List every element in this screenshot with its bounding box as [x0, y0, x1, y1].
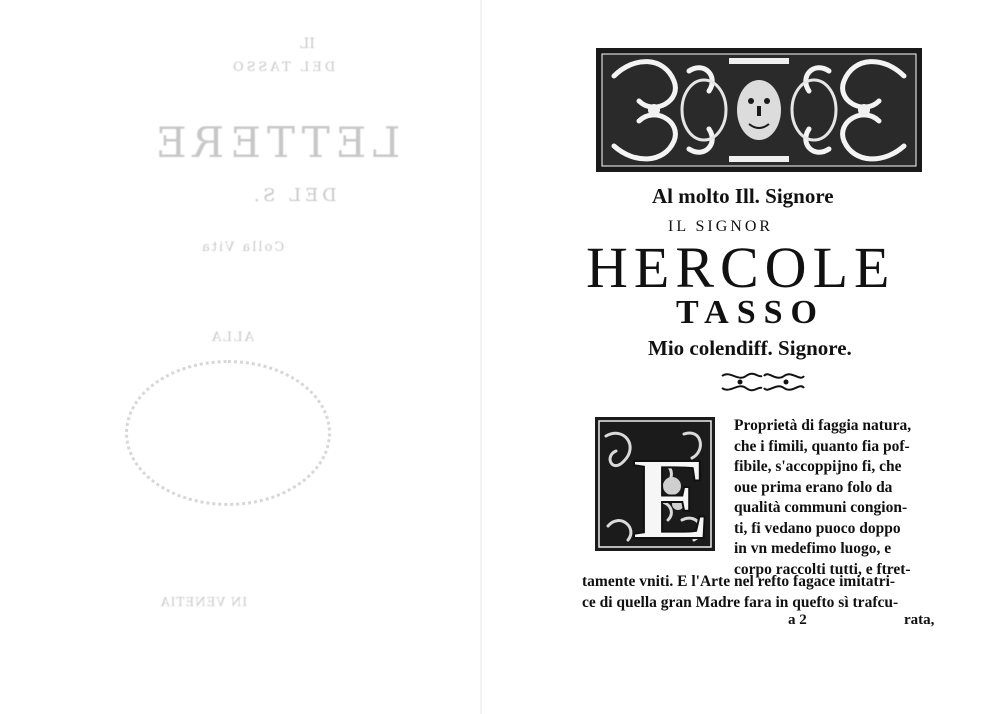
decorated-drop-cap — [594, 416, 716, 552]
text-line: ce di quella gran Madre fara in quefto sì trafcu- — [582, 593, 899, 611]
dedication-line-5: Mio colendiff. Signore. — [648, 336, 852, 360]
text-line: tamente vniti. E l'Arte nel refto fagace imitatri- — [582, 573, 896, 590]
drop-cap-frame-icon — [594, 416, 716, 552]
text-line: ti, fi vedano puoco doppo — [734, 519, 901, 537]
text-line: oue prima erano folo da — [734, 478, 893, 496]
page-gutter — [480, 0, 482, 714]
text-line: fibile, s'accoppijno fi, che — [734, 458, 902, 475]
text-line: in vn medefimo luogo, e — [734, 540, 892, 557]
dedication-name-first: HERCOLE — [586, 235, 896, 300]
text-line: Proprietà di faggia natura, — [734, 417, 912, 434]
left-page-show-through — [0, 0, 490, 714]
body-text-beside-initial — [734, 416, 964, 580]
ghost-text-line: Colla Vita — [200, 240, 285, 255]
fleuron-ornament — [718, 368, 808, 396]
drop-cap-letter: E — [632, 433, 711, 552]
ghost-text-line: DEL S. — [250, 185, 337, 206]
catchword: rata, — [904, 612, 935, 628]
ghost-text-line: IN VENETIA — [160, 595, 248, 609]
text-line: qualità communi congion- — [734, 499, 908, 516]
ghost-text-line: ALLA — [210, 330, 255, 345]
ghost-text-line: IL — [300, 36, 315, 52]
dedication-name-last: TASSO — [676, 294, 825, 331]
text-line: corpo raccolti tutti, e ftret- — [734, 560, 911, 578]
dedication-line-2: IL SIGNOR — [668, 218, 774, 235]
ghost-text-line: LETTERE — [150, 118, 401, 167]
ornamental-headpiece — [594, 46, 924, 174]
text-line: che i fimili, quanto fia pof- — [734, 437, 910, 455]
ghost-text-line: DEL TASSO — [230, 60, 336, 75]
right-page — [560, 0, 1000, 714]
ghost-printer-emblem — [125, 360, 331, 506]
dedication-line-1: Al molto Ill. Signore — [652, 184, 834, 208]
body-text-full-width — [582, 572, 982, 613]
signature-mark: a 2 — [788, 612, 807, 628]
